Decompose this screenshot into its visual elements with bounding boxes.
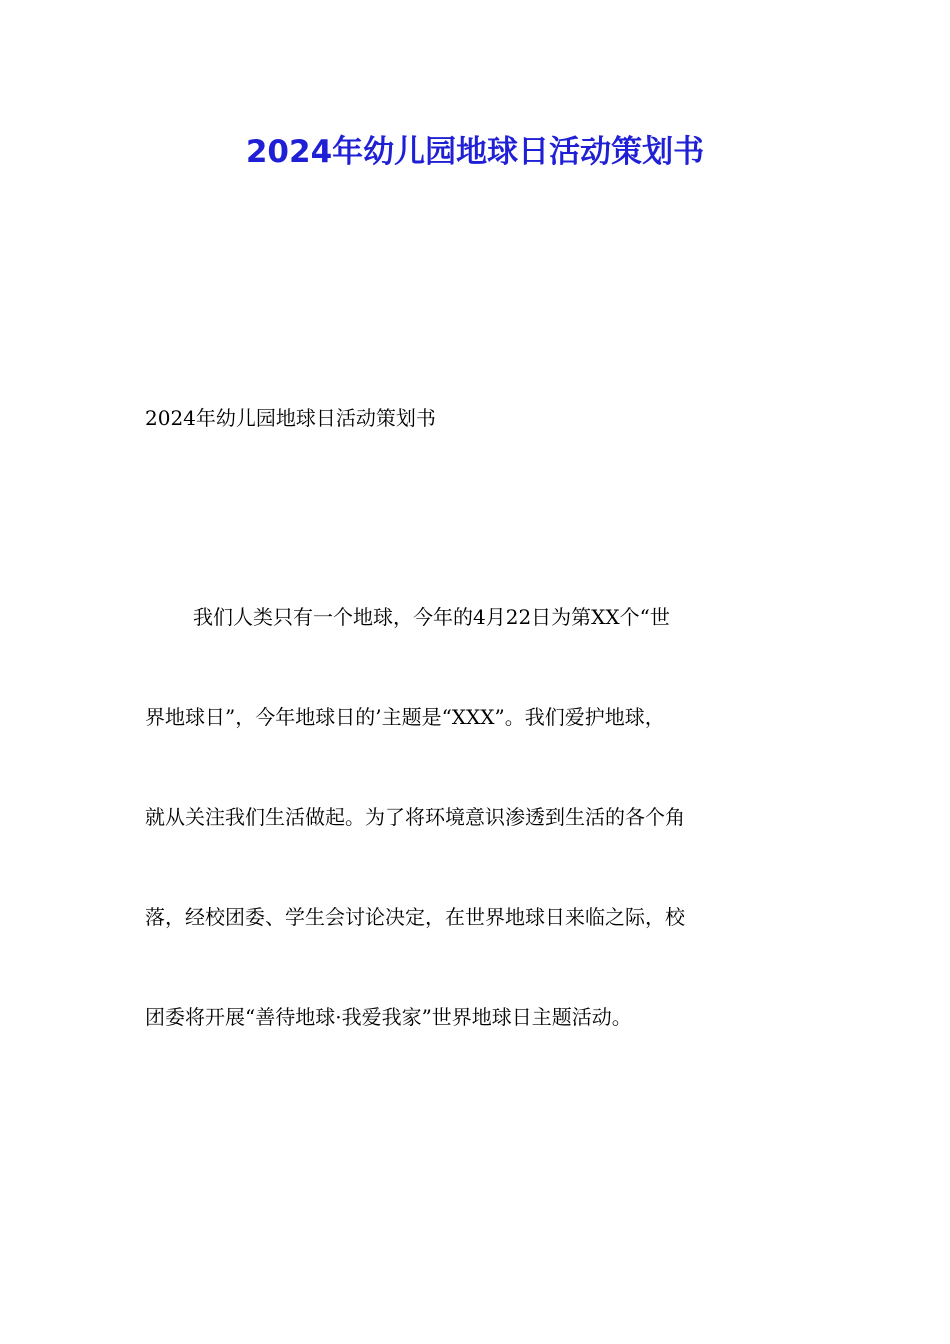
- paragraph-line-1: 我们人类只有一个地球，今年的4月22日为第XX个“世: [193, 605, 670, 629]
- document-paragraph: [145, 600, 810, 1100]
- paragraph-line-4: 落，经校团委、学生会讨论决定，在世界地球日来临之际，校: [145, 905, 685, 929]
- document-title: 2024年幼儿园地球日活动策划书: [245, 134, 705, 170]
- paragraph-line-2: 界地球日”，今年地球日的’主题是“XXX”。我们爱护地球，: [145, 705, 665, 729]
- paragraph-line-5: 团委将开展“善待地球·我爱我家”世界地球日主题活动。: [145, 1005, 632, 1029]
- paragraph-line-3: 就从关注我们生活做起。为了将环境意识渗透到生活的各个角: [145, 805, 685, 829]
- document-subtitle: 2024年幼儿园地球日活动策划书: [145, 406, 436, 430]
